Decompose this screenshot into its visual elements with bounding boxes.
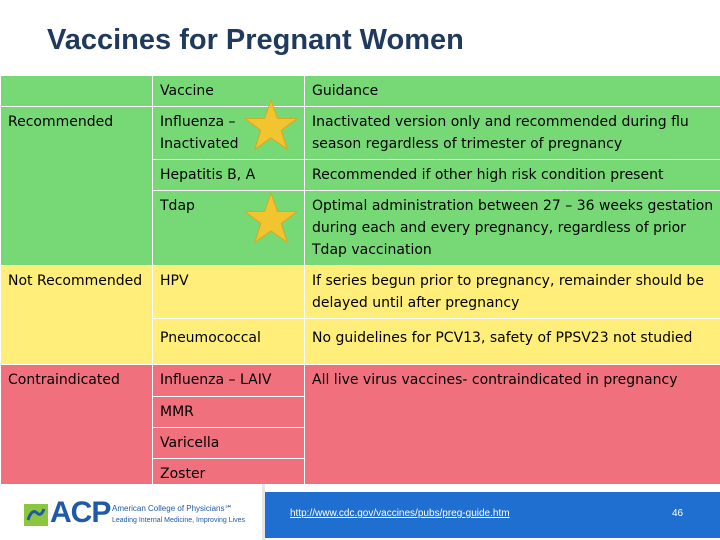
slide-title: Vaccines for Pregnant Women [47, 24, 464, 56]
guidance-cell: If series begun prior to pregnancy, remainder should be delayed until after pregnancy [305, 266, 720, 319]
table-row [1, 266, 720, 319]
guidance-cell: No guidelines for PCV13, safety of PPSV23 not studied [305, 319, 720, 365]
vaccine-table [0, 75, 720, 490]
vaccine-cell: Varicella [153, 428, 305, 459]
guidance-cell: Recommended if other high risk condition present [305, 160, 720, 191]
guidance-cell: Optimal administration between 27 – 36 weeks gestation during each and every pregnancy, regardless of prior Tdap vaccination [305, 191, 720, 266]
page-number: 46 [672, 508, 684, 519]
header-vaccine: Vaccine [153, 76, 305, 107]
star-icon [244, 192, 298, 244]
vaccine-cell: HPV [153, 266, 305, 319]
vaccine-cell: Tdap [153, 191, 305, 266]
guidance-cell: Inactivated version only and recommended during flu season regardless of trimester of pregnancy [305, 107, 720, 160]
vaccine-cell: Influenza – Inactivated [153, 107, 305, 160]
logo-abbr: ACP [50, 496, 111, 529]
category-contraindicated: Contraindicated [1, 365, 153, 490]
header-guidance: Guidance [305, 76, 720, 107]
category-not-recommended: Not Recommended [1, 266, 153, 365]
cdc-link[interactable]: http://www.cdc.gov/vaccines/pubs/preg-guide.htm [290, 508, 510, 519]
category-recommended: Recommended [1, 107, 153, 266]
vaccine-cell: Influenza – LAIV [153, 365, 305, 397]
acp-emblem-icon [24, 504, 48, 526]
star-icon [244, 99, 298, 151]
guidance-cell: All live virus vaccines- contraindicated in pregnancy [305, 365, 720, 490]
vaccine-cell: Pneumococcal [153, 319, 305, 365]
vaccine-cell: Hepatitis B, A [153, 160, 305, 191]
logo-name: American College of Physicians℠ [112, 504, 233, 513]
table-row [1, 365, 720, 397]
table-row [1, 107, 720, 160]
vaccine-cell: MMR [153, 397, 305, 428]
table-header-row [1, 76, 720, 107]
header-category [1, 76, 153, 107]
logo-tagline: Leading Internal Medicine, Improving Lives [112, 517, 246, 524]
vaccine-cell: Zoster [153, 459, 305, 490]
